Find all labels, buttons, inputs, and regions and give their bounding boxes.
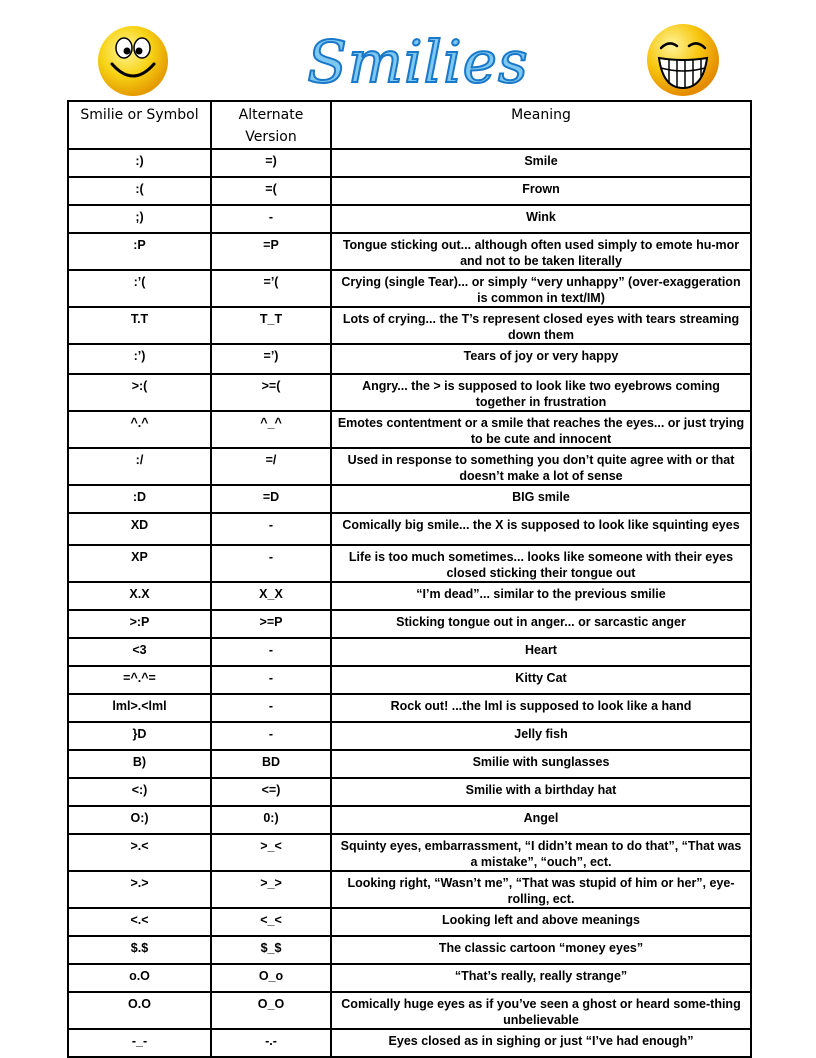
meaning-cell: Lots of crying... the T’s represent closed eyes with tears streaming down them	[331, 307, 751, 344]
alternate-cell: O_O	[211, 992, 331, 1029]
meaning-cell: BIG smile	[331, 485, 751, 513]
table-row	[68, 871, 751, 908]
table-row	[68, 513, 751, 545]
meaning-cell: Sticking tongue out in anger... or sarcastic anger	[331, 610, 751, 638]
symbol-cell: :/	[68, 448, 211, 485]
symbol-cell: =^.^=	[68, 666, 211, 694]
meaning-cell: Tears of joy or very happy	[331, 344, 751, 374]
alternate-cell: =D	[211, 485, 331, 513]
symbol-cell: ^.^	[68, 411, 211, 448]
symbol-cell: B)	[68, 750, 211, 778]
symbol-cell: XD	[68, 513, 211, 545]
table-row	[68, 411, 751, 448]
alternate-cell: ^_^	[211, 411, 331, 448]
symbol-cell: }D	[68, 722, 211, 750]
table-row	[68, 1029, 751, 1057]
alternate-cell: =)	[211, 149, 331, 177]
alternate-cell: -	[211, 694, 331, 722]
alternate-cell: T_T	[211, 307, 331, 344]
smilies-table	[67, 100, 752, 1058]
table-row	[68, 964, 751, 992]
table-row	[68, 344, 751, 374]
symbol-cell: <.<	[68, 908, 211, 936]
meaning-cell: Heart	[331, 638, 751, 666]
table-row	[68, 448, 751, 485]
smilies-title	[300, 28, 536, 98]
symbol-cell: >.>	[68, 871, 211, 908]
alternate-cell: -	[211, 513, 331, 545]
table-row	[68, 485, 751, 513]
symbol-cell: :D	[68, 485, 211, 513]
symbol-cell: >:P	[68, 610, 211, 638]
table-row	[68, 834, 751, 871]
table-body	[68, 149, 751, 1057]
table-row	[68, 149, 751, 177]
symbol-cell: X.X	[68, 582, 211, 610]
alternate-cell: -.-	[211, 1029, 331, 1057]
meaning-cell: “I’m dead”... similar to the previous smilie	[331, 582, 751, 610]
alternate-cell: >=P	[211, 610, 331, 638]
table-row	[68, 778, 751, 806]
alternate-cell: >=(	[211, 374, 331, 411]
meaning-cell: Smilie with a birthday hat	[331, 778, 751, 806]
table-header-row	[68, 101, 751, 149]
symbol-cell: -_-	[68, 1029, 211, 1057]
meaning-cell: Comically huge eyes as if you’ve seen a ghost or heard some-thing unbelievable	[331, 992, 751, 1029]
symbol-cell: :P	[68, 233, 211, 270]
table-row	[68, 694, 751, 722]
svg-text:Smilies: Smilies	[307, 28, 529, 96]
meaning-cell: Frown	[331, 177, 751, 205]
meaning-cell: Smile	[331, 149, 751, 177]
symbol-cell: O:)	[68, 806, 211, 834]
alternate-cell: =’)	[211, 344, 331, 374]
meaning-cell: Jelly fish	[331, 722, 751, 750]
symbol-cell: :’(	[68, 270, 211, 307]
alternate-cell: BD	[211, 750, 331, 778]
table-row	[68, 610, 751, 638]
meaning-cell: Looking left and above meanings	[331, 908, 751, 936]
alternate-cell: $_$	[211, 936, 331, 964]
meaning-cell: Rock out! ...the lml is supposed to look like a hand	[331, 694, 751, 722]
header-symbol: Smilie or Symbol	[68, 101, 211, 149]
table-row	[68, 638, 751, 666]
table-row	[68, 722, 751, 750]
alternate-cell: <=)	[211, 778, 331, 806]
alternate-cell: -	[211, 722, 331, 750]
meaning-cell: Emotes contentment or a smile that reaches the eyes... or just trying to be cute and innocent	[331, 411, 751, 448]
symbol-cell: <3	[68, 638, 211, 666]
symbol-cell: >:(	[68, 374, 211, 411]
alternate-cell: 0:)	[211, 806, 331, 834]
table-row	[68, 992, 751, 1029]
symbol-cell: o.O	[68, 964, 211, 992]
alternate-cell: =’(	[211, 270, 331, 307]
symbol-cell: $.$	[68, 936, 211, 964]
meaning-cell: Comically big smile... the X is supposed to look like squinting eyes	[331, 513, 751, 545]
table-row	[68, 374, 751, 411]
meaning-cell: Angry... the > is supposed to look like two eyebrows coming together in frustration	[331, 374, 751, 411]
symbol-cell: :(	[68, 177, 211, 205]
table-row	[68, 307, 751, 344]
table-row	[68, 806, 751, 834]
meaning-cell: Smilie with sunglasses	[331, 750, 751, 778]
wide-eyed-smiley-icon	[96, 24, 170, 98]
meaning-cell: “That’s really, really strange”	[331, 964, 751, 992]
header-alternate: Alternate Version	[211, 101, 331, 149]
table-row	[68, 270, 751, 307]
meaning-cell: Crying (single Tear)... or simply “very unhappy” (over-exaggeration is common in text/IM)	[331, 270, 751, 307]
meaning-cell: Wink	[331, 205, 751, 233]
symbol-cell: T.T	[68, 307, 211, 344]
meaning-cell: The classic cartoon “money eyes”	[331, 936, 751, 964]
meaning-cell: Kitty Cat	[331, 666, 751, 694]
alternate-cell: =P	[211, 233, 331, 270]
alternate-cell: X_X	[211, 582, 331, 610]
alternate-cell: -	[211, 638, 331, 666]
symbol-cell: O.O	[68, 992, 211, 1029]
symbol-cell: <:)	[68, 778, 211, 806]
alternate-cell: <_<	[211, 908, 331, 936]
alternate-cell: -	[211, 666, 331, 694]
alternate-cell: >_>	[211, 871, 331, 908]
table-row	[68, 582, 751, 610]
symbol-cell: >.<	[68, 834, 211, 871]
alternate-cell: =/	[211, 448, 331, 485]
header-meaning: Meaning	[331, 101, 751, 149]
alternate-cell: =(	[211, 177, 331, 205]
table-row	[68, 750, 751, 778]
symbol-cell: :’)	[68, 344, 211, 374]
meaning-cell: Used in response to something you don’t quite agree with or that doesn’t make a lot of sense	[331, 448, 751, 485]
alternate-cell: O_o	[211, 964, 331, 992]
alternate-cell: -	[211, 205, 331, 233]
table-row	[68, 177, 751, 205]
meaning-cell: Angel	[331, 806, 751, 834]
meaning-cell: Life is too much sometimes... looks like someone with their eyes closed sticking their tongue out	[331, 545, 751, 582]
meaning-cell: Squinty eyes, embarrassment, “I didn’t mean to do that”, “That was a mistake”, “ouch”, ect.	[331, 834, 751, 871]
laughing-smiley-icon	[645, 22, 721, 98]
meaning-cell: Tongue sticking out... although often used simply to emote hu-mor and not to be taken literally	[331, 233, 751, 270]
table-row	[68, 936, 751, 964]
symbol-cell: XP	[68, 545, 211, 582]
table-row	[68, 545, 751, 582]
table-row	[68, 233, 751, 270]
table-row	[68, 908, 751, 936]
meaning-cell: Looking right, “Wasn’t me”, “That was stupid of him or her”, eye-rolling, ect.	[331, 871, 751, 908]
alternate-cell: >_<	[211, 834, 331, 871]
symbol-cell: :)	[68, 149, 211, 177]
meaning-cell: Eyes closed as in sighing or just “I’ve had enough”	[331, 1029, 751, 1057]
symbol-cell: ;)	[68, 205, 211, 233]
alternate-cell: -	[211, 545, 331, 582]
table-row	[68, 205, 751, 233]
symbol-cell: lml>.<lml	[68, 694, 211, 722]
table-row	[68, 666, 751, 694]
